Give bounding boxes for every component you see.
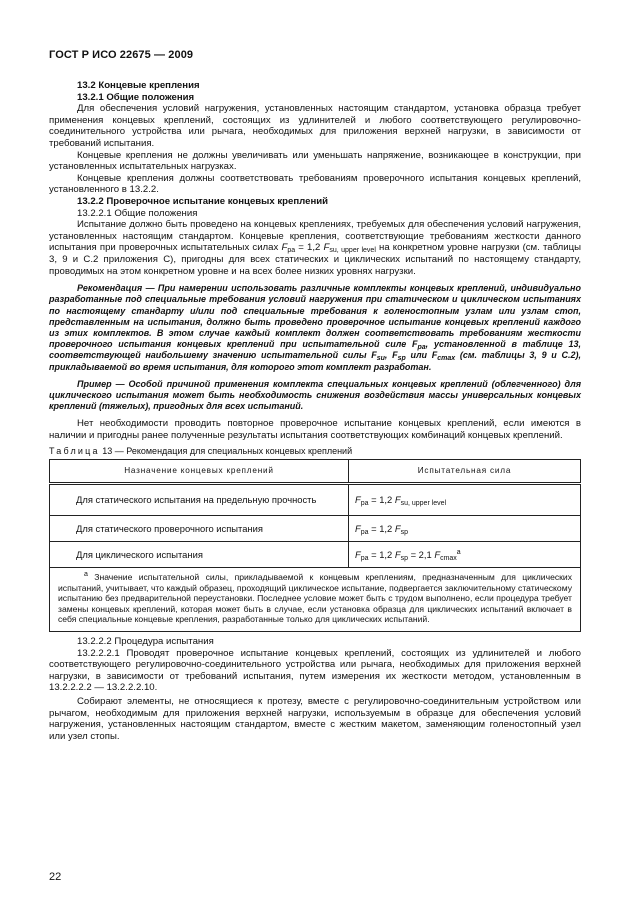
section-title: 13.2 Концевые крепления — [77, 80, 200, 91]
subsection-title: 13.2.2 Проверочное испытание концевых креплений — [77, 195, 329, 207]
table-row — [50, 484, 581, 516]
document-body — [49, 80, 581, 742]
paragraph: Для обеспечения условий нагружения, установленных настоящим стандартом, установка образца требует применения концевых креплений, состоящих из удлинителей и любого соответствующего регулировочно-соединительного устройства или рычага, необходимых для приложения верхней нагрузки, в зависимости от требований испытания. — [49, 103, 581, 149]
recommendation-table — [49, 459, 581, 632]
table-caption: Таблица 13 — Рекомендация для специальных концевых креплений — [49, 445, 353, 456]
table-footnote: $^a$ Значение испытательной силы, прикладываемой к концевым креплениям, предназначенным для циклических испытаний, учитывает, что каждый образец, проходящий циклическое испытание, подвергается заключительному статическому испытанию без предварительной переустановки. Последнее условие может быть с трудом выполнено, если процедура требует замены концевых креплений, которая может быть в случае, если установка образца для циклических испытаний включает в себя специальные концевые крепления, разработанные только для циклических испытаний. — [50, 568, 581, 632]
table-row — [50, 542, 581, 568]
subsection-title: 13.2.1 Общие положения — [77, 91, 195, 103]
clause-title: 13.2.2.1 Общие положения — [77, 207, 198, 219]
table-header-row — [50, 460, 581, 484]
recommendation-text: Рекомендация — При намерении использовать различные комплекты концевых креплений, индивидуально разработанные под специальные требования условий нагружения при статическом и циклическом испытаниях по настоящему стандарту и/или под специальные требования к голеностопным узлам или узлам стоп, представленным на испытания, должно быть проведено проверочное испытание концевых креплений каждого из этих комплектов. В этом случае каждый комплект должен соответствовать требованиям жесткости проверочного испытания концевых креплений при испытательной силе $F_{pa}$, установленной в таблице 13, соответствующей наибольшему значению испытательной силы $F_{su}$, $F_{sp}$ или $F_{cmax}$ (см. таблицы 3, 9 и С.2), прикладываемой во время испытания, для которого этот комплект разработан. — [49, 283, 581, 372]
table-cell: Для циклического испытания — [50, 542, 349, 568]
column-header: Назначение концевых креплений — [50, 460, 349, 484]
page-number: 22 — [49, 871, 62, 883]
table-cell: $F_{pa} = 1,2$ $F_{sp}$ — [349, 516, 581, 542]
paragraph: Концевые крепления должны соответствовать требованиям проверочного испытания концевых креплений, установленного в 13.2.2. — [49, 172, 581, 196]
paragraph: 13.2.2.2.1 Проводят проверочное испытание концевых креплений, состоящих из удлинителей и любого соответствующего регулировочно-соединительного устройства или рычага, необходимых для приложения верхней нагрузки, в зависимости от требований испытания, путем измерения их жесткости методом, установленным в 13.2.2.2.2 — 13.2.2.2.10. — [49, 647, 581, 694]
paragraph: Собирают элементы, не относящиеся к протезу, вместе с регулировочно-соединительным устройством или рычагом, необходимым для приложения верхней нагрузки, используемым в образце для обеспечения условий нагружения, установленных настоящим стандартом, вместе с жестким макетом, заменяющим голеностопный узел или узел стопы. — [49, 696, 581, 742]
paragraph: Концевые крепления не должны увеличивать или уменьшать напряжение, возникающее в конструкции, при установленных испытательных нагрузках. — [49, 149, 581, 173]
column-header: Испытательная сила — [349, 460, 581, 484]
table-row — [50, 516, 581, 542]
table-cell: Для статического испытания на предельную прочность — [50, 484, 349, 516]
paragraph: Испытание должно быть проведено на концевых креплениях, требуемых для обеспечения условий нагружения, установленных настоящим стандартом. Концевые крепления, соответствующие требованиям жесткости данного испытания при проверочных испытательных силах $F_{pa} = 1,2$ $F_{su, upper level}$ на конкретном уровне нагрузки (см. таблицы 3, 9 и С.2 приложения С), пригодны для всех статических и циклических испытаний по настоящему стандарту, проводимых на этом конкретном уровне и на всех более низких уровнях нагрузки. — [49, 219, 582, 277]
example-text: Пример — Особой причиной применения комплекта специальных концевых креплений (облегченного) для циклического испытания может быть необходимость снижения воздействия массы универсальных концевых креплений (тяжелых), пригодных для всех испытаний. — [49, 378, 581, 412]
table-cell: $F_{pa} = 1,2$ $F_{su, upper level}$ — [349, 484, 581, 516]
document-header: ГОСТ Р ИСО 22675 — 2009 — [49, 49, 194, 61]
table-cell: Для статического проверочного испытания — [50, 516, 349, 542]
table-note-row — [50, 568, 581, 632]
paragraph: Нет необходимости проводить повторное проверочное испытание концевых креплений, если имеются в наличии и пригодны ранее полученные результаты испытания соответствующих комбинаций концевых креплений. — [49, 418, 581, 441]
clause-title: 13.2.2.2 Процедура испытания — [77, 636, 214, 648]
table-cell: $F_{pa} = 1,2$ $F_{sp} = 2,1$ $F_{cmax}^a$ — [349, 542, 581, 568]
